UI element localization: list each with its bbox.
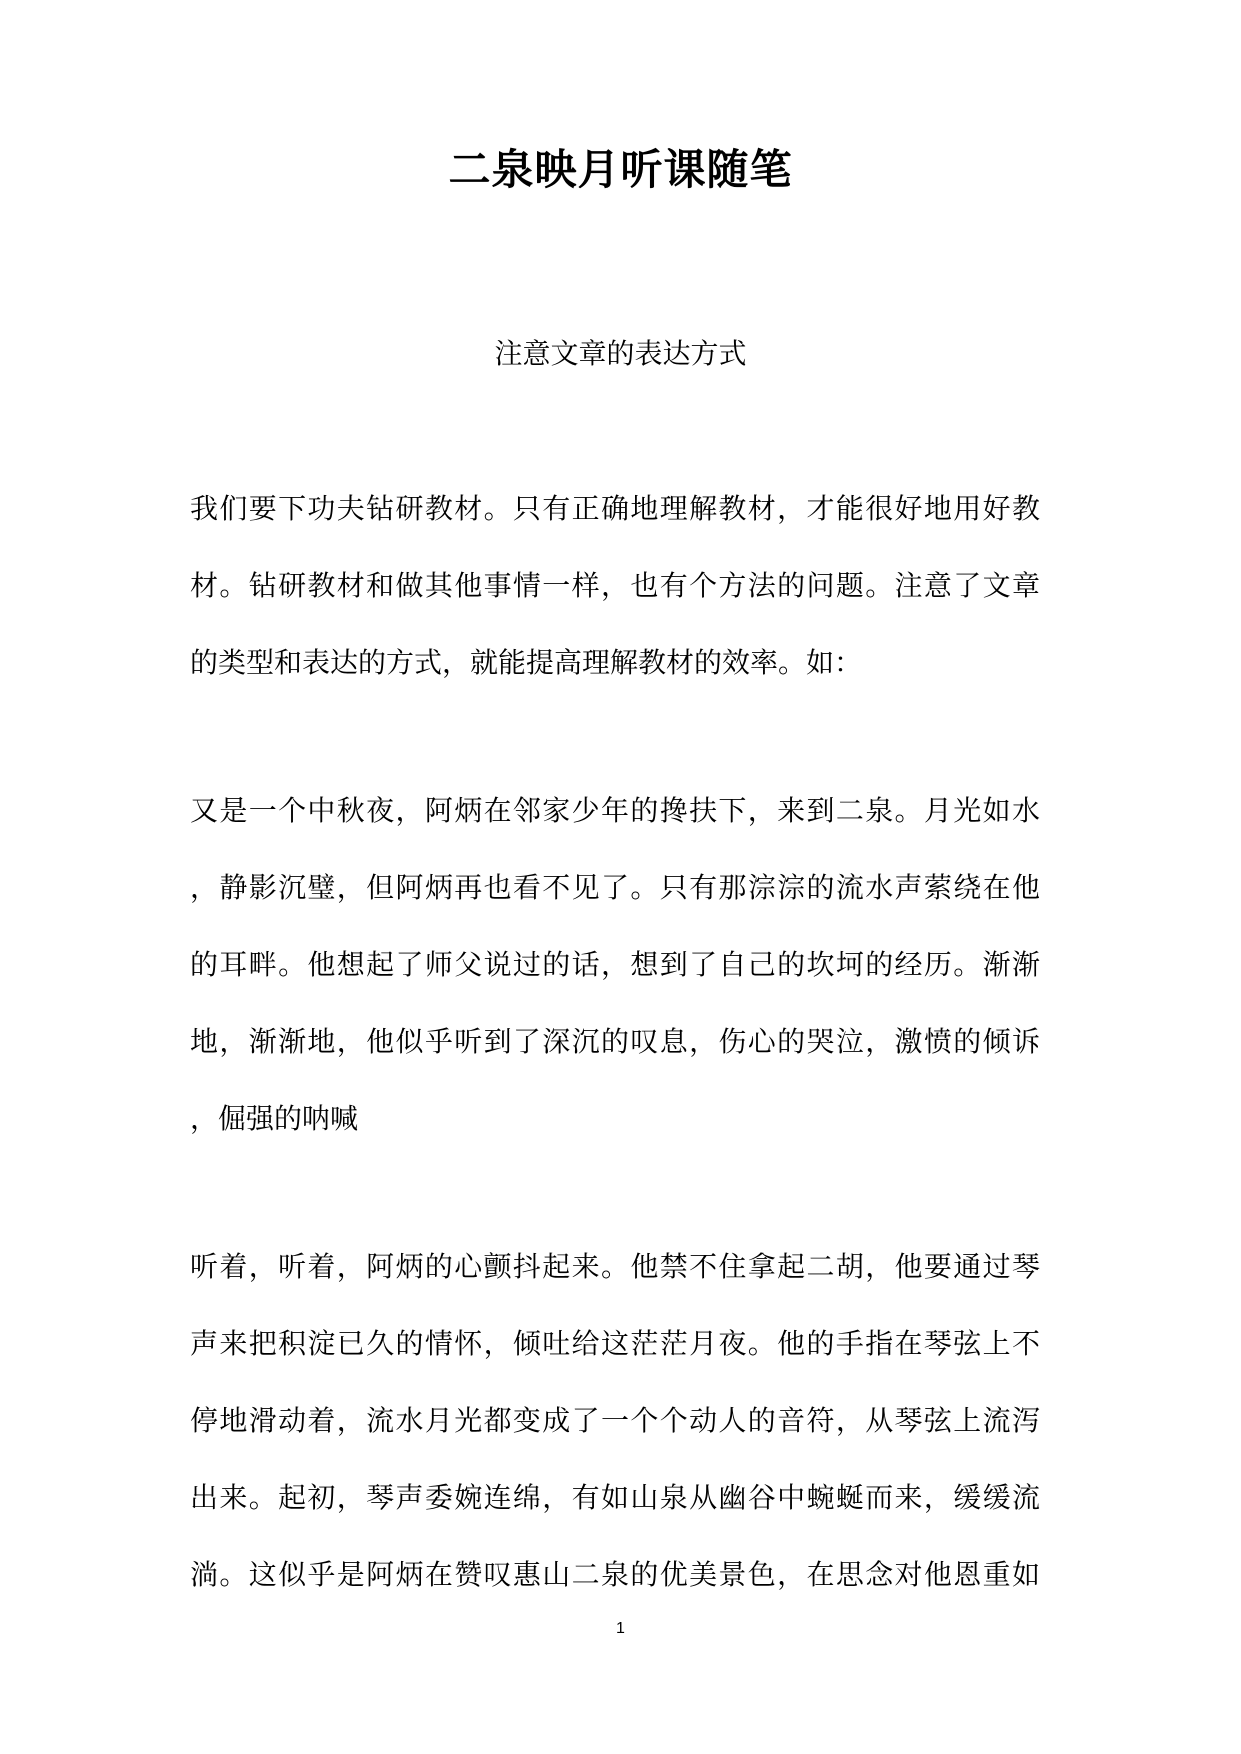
paragraph-line: 的类型和表达的方式，就能提高理解教材的效率。如： [190, 646, 863, 679]
paragraph-line: 的耳畔。他想起了师父说过的话，想到了自己的坎坷的经历。渐渐 [190, 948, 1040, 981]
paragraph-2 [190, 772, 1040, 1157]
document-title: 二泉映月听课随笔 [448, 145, 793, 194]
paragraph-line: 地，渐渐地，他似乎听到了深沉的叹息，伤心的哭泣，激愤的倾诉 [190, 1025, 1040, 1058]
paragraph-line: 又是一个中秋夜，阿炳在邻家少年的搀扶下，来到二泉。月光如水 [190, 794, 1040, 827]
paragraph-line: ，倔强的呐喊 [190, 1102, 359, 1135]
page-number: 1 [616, 1620, 625, 1637]
paragraph-line: 我们要下功夫钻研教材。只有正确地理解教材，才能很好地用好教 [190, 492, 1040, 525]
paragraph-line: ，静影沉璧，但阿炳再也看不见了。只有那淙淙的流水声萦绕在他 [190, 871, 1040, 904]
paragraph-line: 材。钻研教材和做其他事情一样，也有个方法的问题。注意了文章 [190, 569, 1040, 602]
document-subtitle: 注意文章的表达方式 [494, 337, 747, 370]
paragraph-line: 停地滑动着，流水月光都变成了一个个动人的音符，从琴弦上流泻 [190, 1404, 1040, 1437]
paragraph-line: 听着，听着，阿炳的心颤抖起来。他禁不住拿起二胡，他要通过琴 [190, 1250, 1040, 1283]
paragraph-line: 淌。这似乎是阿炳在赞叹惠山二泉的优美景色，在思念对他恩重如 [190, 1558, 1040, 1591]
paragraph-3 [190, 1228, 1040, 1613]
paragraph-line: 声来把积淀已久的情怀，倾吐给这茫茫月夜。他的手指在琴弦上不 [190, 1327, 1040, 1360]
paragraph-1 [190, 470, 1040, 701]
paragraph-line: 出来。起初，琴声委婉连绵，有如山泉从幽谷中蜿蜒而来，缓缓流 [190, 1481, 1040, 1514]
